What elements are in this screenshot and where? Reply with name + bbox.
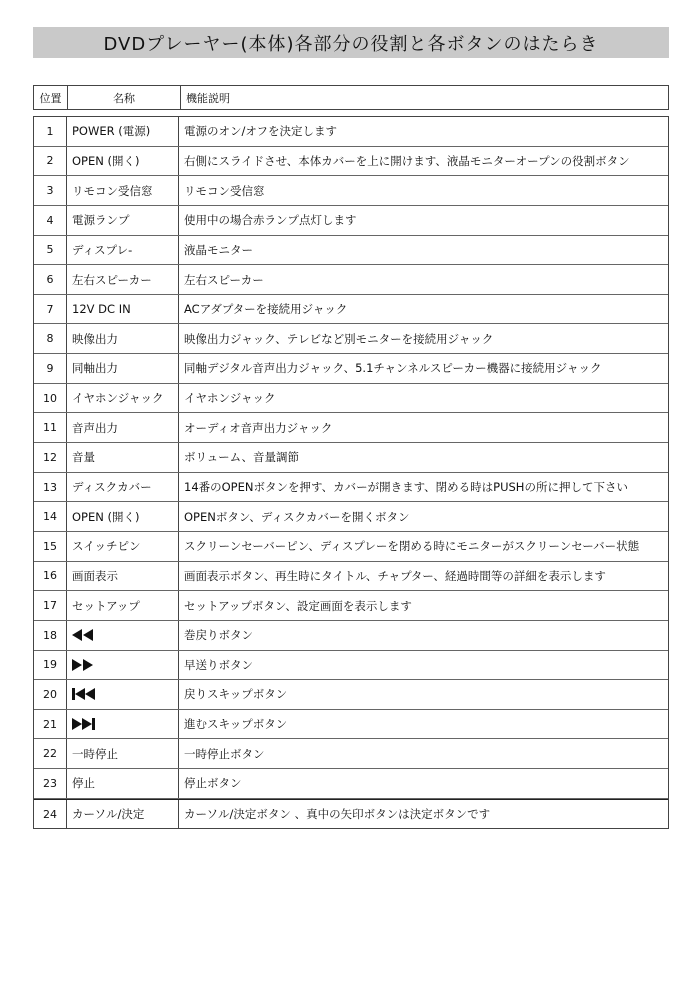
- row-name: OPEN (開く): [67, 147, 179, 176]
- row-description: 使用中の場合赤ランプ点灯します: [184, 213, 357, 228]
- fast-forward-icon: [72, 659, 94, 671]
- row-position: 14: [34, 502, 67, 531]
- row-description: 一時停止ボタン: [184, 746, 265, 761]
- row-position: 24: [34, 800, 67, 829]
- table-row: [34, 176, 668, 206]
- row-name: 音量: [67, 443, 179, 472]
- row-description: 液晶モニター: [184, 242, 253, 257]
- table-row: [34, 443, 668, 473]
- row-description: セットアップボタン、設定画面を表示します: [184, 598, 412, 613]
- row-position: 5: [34, 236, 67, 265]
- row-position: 3: [34, 176, 67, 205]
- row-name: 画面表示: [67, 562, 179, 591]
- table-row: [34, 413, 668, 443]
- table-row: [34, 562, 668, 592]
- row-position: 1: [34, 117, 67, 146]
- row-description: 左右スピーカー: [184, 272, 264, 287]
- row-position: 9: [34, 354, 67, 383]
- row-description: イヤホンジャック: [184, 391, 276, 406]
- row-position: 12: [34, 443, 67, 472]
- table-row: [34, 236, 668, 266]
- table-row: [34, 799, 668, 829]
- table-row: [34, 532, 668, 562]
- row-description: ボリューム、音量調節: [184, 450, 299, 465]
- row-name: スイッチピン: [67, 532, 179, 561]
- table-row: [34, 295, 668, 325]
- row-position: 21: [34, 710, 67, 739]
- row-description: OPENボタン、ディスクカバーを開くボタン: [184, 509, 410, 524]
- row-description: オーディオ音声出力ジャック: [184, 420, 333, 435]
- table-row: [34, 147, 668, 177]
- row-name: 12V DC IN: [67, 295, 179, 324]
- rewind-icon: [72, 629, 94, 641]
- table-row: [34, 769, 668, 799]
- row-position: 6: [34, 265, 67, 294]
- skip-back-icon: [72, 688, 96, 700]
- row-position: 13: [34, 473, 67, 502]
- row-name: 同軸出力: [67, 354, 179, 383]
- row-description: スクリーンセーバーピン、ディスプレーを閉める時にモニターがスクリーンセーバー状態: [184, 539, 640, 554]
- table-row: [34, 651, 668, 681]
- row-description: 同軸デジタル音声出力ジャック、5.1チャンネルスピーカー機器に接続用ジャック: [184, 361, 602, 376]
- header-description: 機能説明: [186, 91, 230, 105]
- header-position: 位置: [34, 86, 68, 109]
- row-position: 16: [34, 562, 67, 591]
- row-name: リモコン受信窓: [67, 176, 179, 205]
- row-name: 音声出力: [67, 413, 179, 442]
- header-name: 名称: [68, 86, 181, 109]
- row-description: 14番のOPENボタンを押す、カバーが開きます、閉める時はPUSHの所に押して下さい: [184, 480, 628, 494]
- row-description: 巻戻りボタン: [184, 628, 253, 643]
- table-row: [34, 502, 668, 532]
- row-description: リモコン受信窓: [184, 183, 265, 198]
- row-position: 10: [34, 384, 67, 413]
- table-row: [34, 354, 668, 384]
- row-description: カーソル/決定ボタン 、真中の矢印ボタンは決定ボタンです: [184, 807, 491, 822]
- row-position: 19: [34, 651, 67, 680]
- skip-forward-icon: [72, 718, 96, 730]
- row-name: カーソル/決定: [67, 800, 179, 829]
- row-description: 画面表示ボタン、再生時にタイトル、チャプター、経過時間等の詳細を表示します: [184, 568, 606, 583]
- row-position: 22: [34, 739, 67, 768]
- page-title: DVDプレーヤー(本体)各部分の役割と各ボタンのはたらき: [103, 33, 599, 55]
- row-name: 停止: [67, 769, 179, 798]
- table-row: [34, 117, 668, 147]
- table-row: [34, 265, 668, 295]
- row-description: 進むスキップボタン: [184, 717, 288, 732]
- table-row: [34, 621, 668, 651]
- row-position: 2: [34, 147, 67, 176]
- row-description: 停止ボタン: [184, 776, 242, 791]
- table-row: [34, 206, 668, 236]
- row-position: 20: [34, 680, 67, 709]
- row-name: POWER (電源): [67, 117, 179, 146]
- row-description: 電源のオン/オフを決定します: [184, 124, 338, 139]
- row-name: 電源ランプ: [67, 206, 179, 235]
- title-bar: [33, 27, 669, 58]
- parts-table: [33, 116, 669, 829]
- row-description: 戻りスキップボタン: [184, 687, 288, 702]
- row-name: 映像出力: [67, 324, 179, 353]
- row-position: 7: [34, 295, 67, 324]
- row-position: 18: [34, 621, 67, 650]
- row-description: 早送りボタン: [184, 657, 253, 672]
- row-position: 8: [34, 324, 67, 353]
- row-name: [67, 621, 179, 650]
- row-name: 一時停止: [67, 739, 179, 768]
- row-description: 映像出力ジャック、テレビなど別モニターを接続用ジャック: [184, 331, 494, 346]
- table-row: [34, 739, 668, 769]
- row-name: ディスプレ-: [67, 236, 179, 265]
- row-name: [67, 680, 179, 709]
- row-name: OPEN (開く): [67, 502, 179, 531]
- table-row: [34, 473, 668, 503]
- table-row: [34, 591, 668, 621]
- table-row: [34, 384, 668, 414]
- row-name: イヤホンジャック: [67, 384, 179, 413]
- table-row: [34, 710, 668, 740]
- row-position: 15: [34, 532, 67, 561]
- row-position: 11: [34, 413, 67, 442]
- row-description: ACアダプターを接続用ジャック: [184, 302, 348, 317]
- row-name: ディスクカバー: [67, 473, 179, 502]
- row-position: 23: [34, 769, 67, 798]
- row-name: 左右スピーカー: [67, 265, 179, 294]
- row-description: 右側にスライドさせ、本体カバーを上に開けます、液晶モニターオープンの役割ボタン: [184, 153, 630, 168]
- table-row: [34, 324, 668, 354]
- row-name: [67, 651, 179, 680]
- row-name: セットアップ: [67, 591, 179, 620]
- row-position: 4: [34, 206, 67, 235]
- table-header: [33, 85, 669, 110]
- row-name: [67, 710, 179, 739]
- row-position: 17: [34, 591, 67, 620]
- table-row: [34, 680, 668, 710]
